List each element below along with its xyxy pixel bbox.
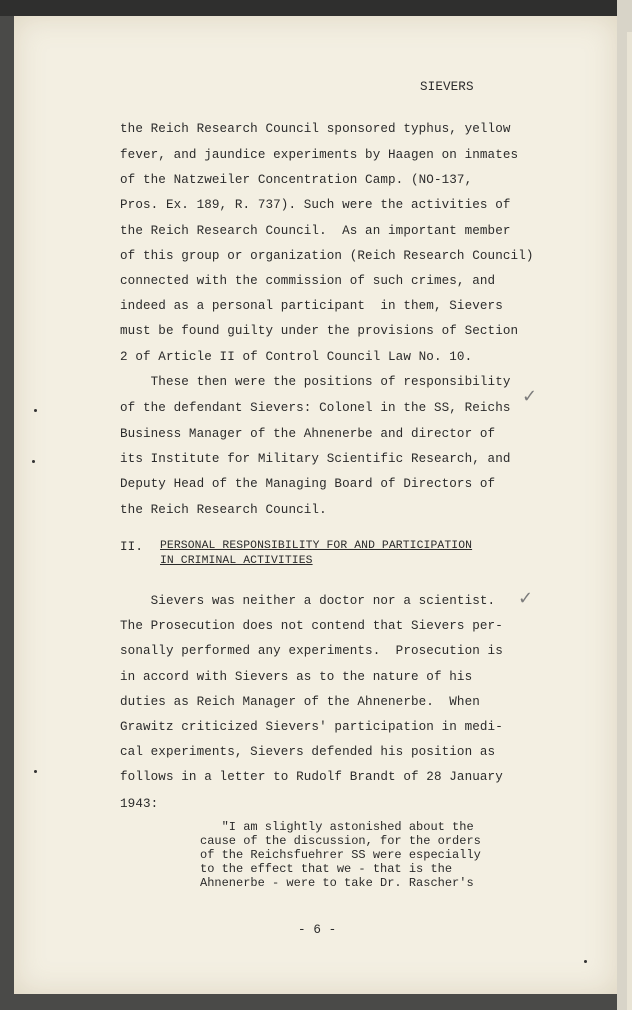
section-heading-line2: IN CRIMINAL ACTIVITIES [160, 555, 313, 567]
quote-line: to the effect that we - that is the [200, 862, 453, 876]
text-line: the Reich Research Council sponsored typhus, yellow [120, 122, 511, 136]
quote-line: of the Reichsfuehrer SS were especially [200, 848, 481, 862]
text-line: of this group or organization (Reich Research Council) [120, 249, 534, 263]
page-edge [627, 32, 632, 1010]
text-line: Deputy Head of the Managing Board of Directors of [120, 477, 496, 491]
page-number: - 6 - [298, 923, 337, 937]
margin-dot [34, 770, 37, 773]
margin-dot [584, 960, 587, 963]
scan-top-border [0, 0, 632, 16]
text-line: connected with the commission of such crimes, and [120, 274, 496, 288]
text-line: its Institute for Military Scientific Research, and [120, 452, 511, 466]
checkmark-icon: ✓ [522, 386, 538, 407]
text-line: the Reich Research Council. As an important member [120, 224, 511, 238]
text-line: must be found guilty under the provisions of Section [120, 324, 519, 338]
text-line: follows in a letter to Rudolf Brandt of 28 January [120, 770, 503, 784]
text-line: 2 of Article II of Control Council Law No. 10. [120, 350, 473, 364]
section-number: II. [120, 540, 143, 554]
section-heading-line1: PERSONAL RESPONSIBILITY FOR AND PARTICIPATION [160, 540, 473, 552]
text-line: of the Natzweiler Concentration Camp. (NO-137, [120, 173, 473, 187]
text-line: of the defendant Sievers: Colonel in the SS, Reichs [120, 401, 511, 415]
text-line: in accord with Sievers as to the nature of his [120, 670, 473, 684]
running-title: SIEVERS [420, 80, 474, 94]
text-line: fever, and jaundice experiments by Haagen on inmates [120, 148, 519, 162]
text-line: the Reich Research Council. [120, 503, 327, 517]
margin-dot [32, 460, 35, 463]
text-line: Sievers was neither a doctor nor a scientist. [120, 594, 496, 608]
text-line: Pros. Ex. 189, R. 737). Such were the activities of [120, 198, 511, 212]
quote-line: Ahnenerbe - were to take Dr. Rascher's [200, 876, 474, 890]
text-line: indeed as a personal participant in them, Sievers [120, 299, 503, 313]
text-line: cal experiments, Sievers defended his position as [120, 745, 496, 759]
text-line: Business Manager of the Ahnenerbe and director of [120, 427, 496, 441]
text-line: Grawitz criticized Sievers' participation in medi- [120, 720, 503, 734]
quote-line: cause of the discussion, for the orders [200, 834, 481, 848]
quote-line: "I am slightly astonished about the [200, 820, 474, 834]
text-line: The Prosecution does not contend that Sievers per- [120, 619, 503, 633]
text-line: duties as Reich Manager of the Ahnenerbe. When [120, 695, 480, 709]
text-line: 1943: [120, 797, 159, 811]
text-line: These then were the positions of responsibility [120, 375, 511, 389]
text-line: sonally performed any experiments. Prosecution is [120, 644, 503, 658]
margin-dot [34, 409, 37, 412]
checkmark-icon: ✓ [518, 588, 534, 609]
